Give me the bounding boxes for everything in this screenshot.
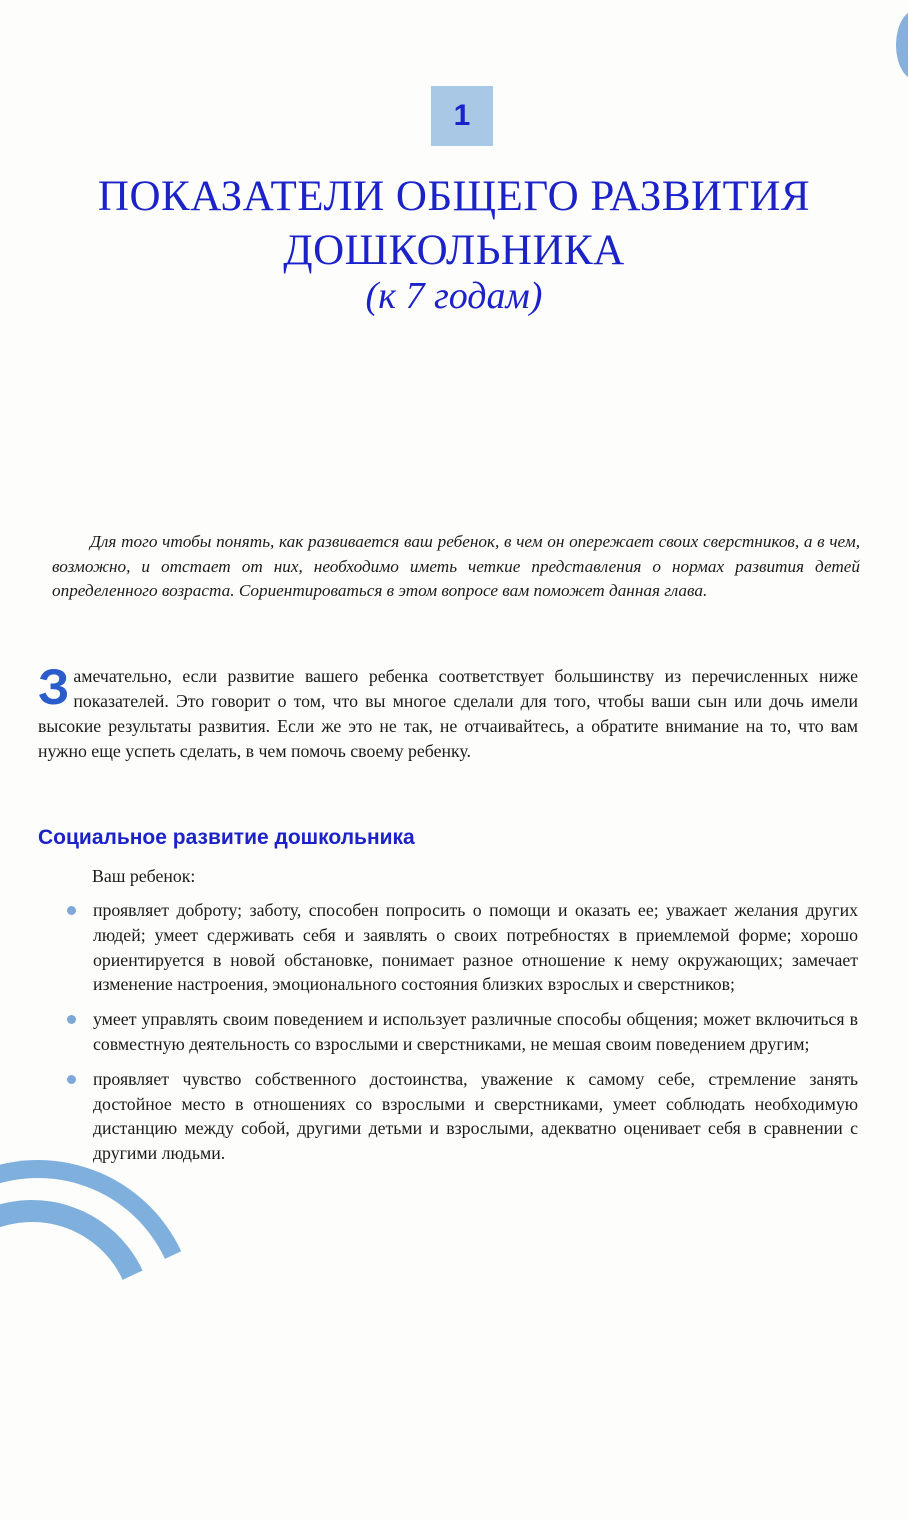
bullet-icon bbox=[67, 906, 76, 915]
indicator-list bbox=[66, 898, 858, 1176]
list-item-text: проявляет доброту; заботу, способен попросить о помощи и оказать ее; уважает желания других людей; умеет сдерживать себя и заявлять о своих потребностях в приемлемой форме; хорошо ориентируется в новой обстановке, понимает разное отношение к нему окружающих; замечает изменение настроения, эмоционального состояния близких взрослых и сверстников; bbox=[93, 900, 858, 995]
chapter-title bbox=[0, 170, 908, 278]
decorative-corner-shape bbox=[896, 10, 908, 80]
section-heading: Социальное развитие дошкольника bbox=[38, 826, 415, 849]
body-paragraph bbox=[38, 659, 858, 764]
chapter-title-line-1: ПОКАЗАТЕЛИ ОБЩЕГО РАЗВИТИЯ bbox=[97, 173, 811, 220]
bullet-icon bbox=[67, 1075, 76, 1084]
list-item bbox=[66, 1067, 858, 1166]
chapter-number: 1 bbox=[453, 99, 471, 132]
section-lead: Ваш ребенок: bbox=[92, 866, 196, 886]
chapter-number-badge bbox=[431, 86, 493, 146]
list-item-text: умеет управлять своим поведением и использует различные способы общения; может включиться в совместную деятельность со взрослыми и сверстниками, не мешая своим поведением другим; bbox=[93, 1009, 858, 1054]
drop-cap: З bbox=[38, 659, 70, 715]
chapter-title-line-2: ДОШКОЛЬНИКА bbox=[283, 227, 625, 274]
bullet-icon bbox=[67, 1015, 76, 1024]
list-item bbox=[66, 898, 858, 997]
body-paragraph-text: амечательно, если развитие вашего ребенка соответствует большинству из перечисленных ниже показателей. Это говорит о том, что вы многое сделали для того, чтобы ваши сын или дочь имели высокие результаты развития. Если же это не так, не отчаивайтесь, а обратите внимание на то, что вам нужно еще успеть сделать, в чем помочь своему ребенку. bbox=[38, 666, 858, 761]
chapter-subtitle: (к 7 годам) bbox=[365, 275, 543, 317]
intro-paragraph: Для того чтобы понять, как развивается ваш ребенок, в чем он опережает своих сверстников, а в чем, возможно, и отстает от них, необходимо иметь четкие представления о нормах развития детей определенного возраста. Сориентироваться в этом вопросе вам поможет данная глава. bbox=[52, 532, 860, 600]
list-item bbox=[66, 1007, 858, 1057]
list-item-text: проявляет чувство собственного достоинства, уважение к самому себе, стремление занять достойное место в отношениях со взрослыми и сверстниками, умеет соблюдать необходимую дистанцию между собой, другими детьми и взрослыми, адекватно оценивает себя в сравнении с другими людьми. bbox=[93, 1068, 858, 1164]
